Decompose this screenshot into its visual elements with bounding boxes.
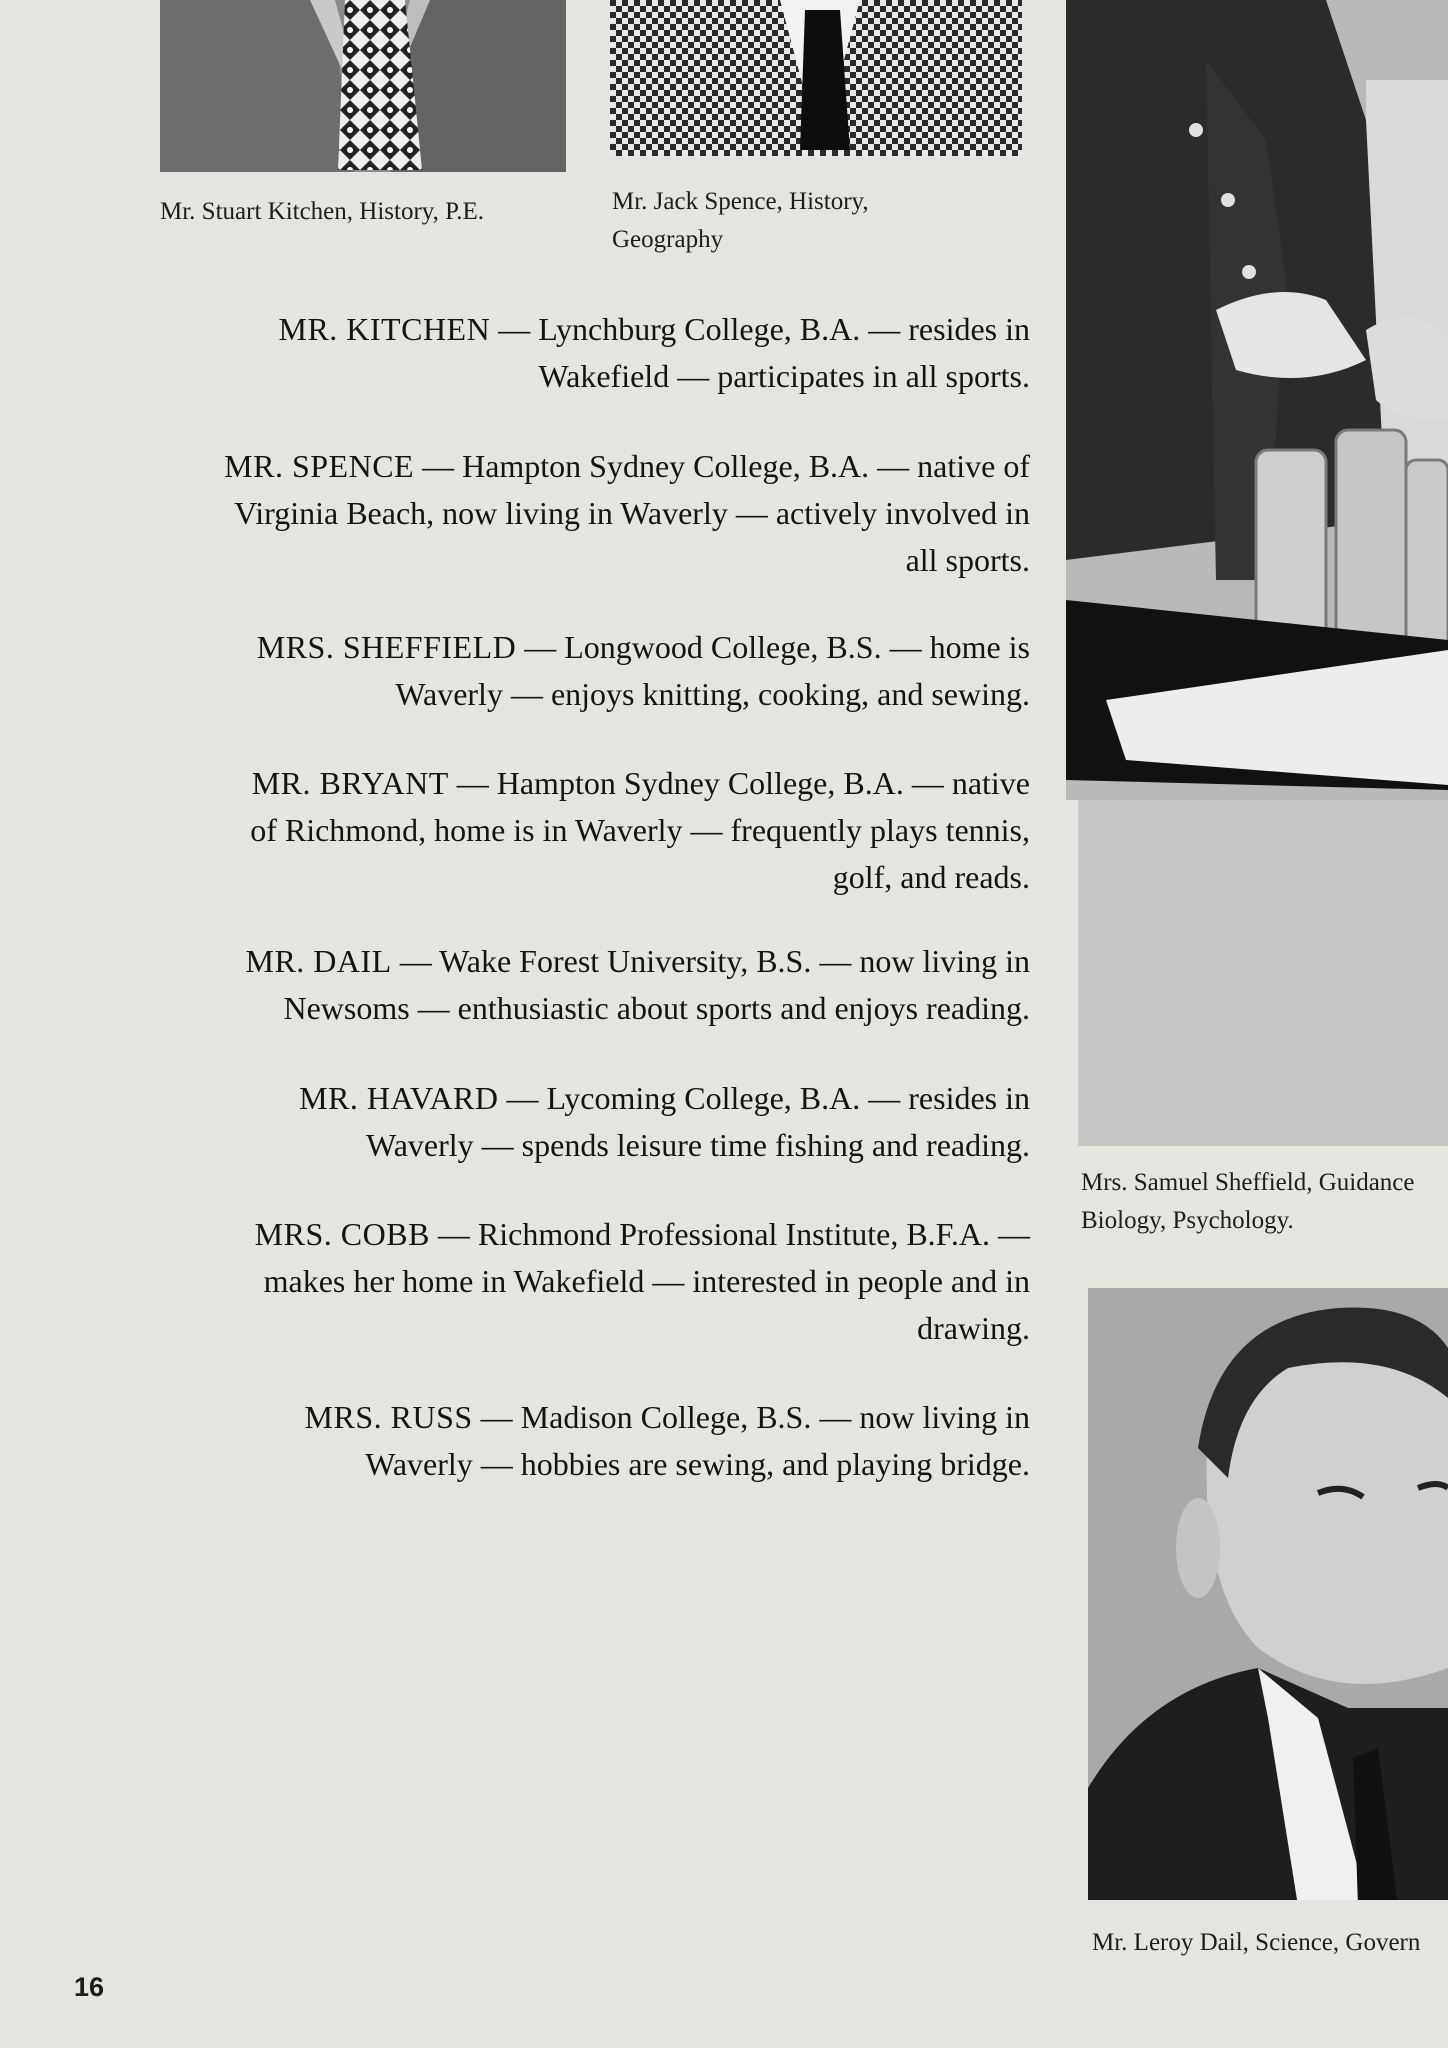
bio-line: Waverly — hobbies are sewing, and playing bridge. (365, 1446, 1030, 1482)
photo-mr-spence (610, 0, 1022, 160)
caption-mr-kitchen: Mr. Stuart Kitchen, History, P.E. (160, 198, 485, 225)
bio-line (150, 760, 1030, 807)
bio-name: MR. KITCHEN (278, 311, 491, 347)
bio-name: MR. DAIL (245, 943, 392, 979)
bio-text: — Wake Forest University, B.S. — now living in (399, 943, 1030, 979)
bio-text: — Hampton Sydney College, B.A. — native (456, 765, 1030, 801)
caption-mr-spence (612, 183, 869, 259)
bio-mr-spence (150, 443, 1030, 584)
bio-text: — Madison College, B.S. — now living in (480, 1399, 1030, 1435)
bio-line (150, 938, 1030, 985)
bio-line: makes her home in Wakefield — interested in people and in (263, 1263, 1030, 1299)
bio-line: drawing. (917, 1310, 1030, 1346)
photo-mr-kitchen (160, 0, 566, 180)
bio-name: MRS. COBB (254, 1216, 430, 1252)
bio-text: — Richmond Professional Institute, B.F.A. — (437, 1216, 1030, 1252)
caption-mrs-sheffield-line1: Mrs. Samuel Sheffield, Guidance (1081, 1169, 1415, 1196)
bio-line: Virginia Beach, now living in Waverly — actively involved in (234, 495, 1030, 531)
photo-mrs-sheffield (1066, 0, 1448, 1146)
bio-line (150, 1075, 1030, 1122)
bio-line (150, 1211, 1030, 1258)
bio-mrs-cobb (150, 1211, 1030, 1352)
bio-line: Waverly — spends leisure time fishing and reading. (366, 1127, 1030, 1163)
bio-mrs-sheffield (150, 624, 1030, 718)
bio-name: MR. SPENCE (224, 448, 415, 484)
caption-mr-spence-line1: Mr. Jack Spence, History, (612, 188, 869, 215)
bio-text: — Lynchburg College, B.A. — resides in (498, 311, 1030, 347)
bio-line: Waverly — enjoys knitting, cooking, and sewing. (395, 676, 1030, 712)
bio-text: — Longwood College, B.S. — home is (524, 629, 1030, 665)
bio-line (150, 306, 1030, 353)
bio-mr-kitchen (150, 306, 1030, 400)
photo-mr-dail (1088, 1288, 1448, 1906)
caption-mr-spence-line2: Geography (612, 226, 724, 253)
bio-mr-havard (150, 1075, 1030, 1169)
bio-line: of Richmond, home is in Waverly — frequently plays tennis, (250, 812, 1030, 848)
bio-name: MR. BRYANT (251, 765, 449, 801)
bio-name: MRS. SHEFFIELD (256, 629, 517, 665)
bio-name: MR. HAVARD (299, 1080, 499, 1116)
bio-text: — Lycoming College, B.A. — resides in (506, 1080, 1030, 1116)
bio-line (150, 443, 1030, 490)
bio-text: — Hampton Sydney College, B.A. — native of (422, 448, 1030, 484)
bio-mrs-russ (150, 1394, 1030, 1488)
bio-mr-bryant (150, 760, 1030, 901)
bio-line: all sports. (905, 542, 1030, 578)
caption-mrs-sheffield (1081, 1164, 1448, 1240)
page-number: 16 (74, 1972, 105, 2002)
bio-name: MRS. RUSS (304, 1399, 473, 1435)
bio-line: Wakefield — participates in all sports. (538, 358, 1030, 394)
bio-mr-dail (150, 938, 1030, 1032)
caption-mr-dail: Mr. Leroy Dail, Science, Govern (1092, 1929, 1421, 1956)
bio-line: golf, and reads. (832, 859, 1030, 895)
caption-mrs-sheffield-line2: Biology, Psychology. (1081, 1207, 1294, 1234)
bio-line (150, 624, 1030, 671)
bio-line: Newsoms — enthusiastic about sports and enjoys reading. (283, 990, 1030, 1026)
bio-line (150, 1394, 1030, 1441)
